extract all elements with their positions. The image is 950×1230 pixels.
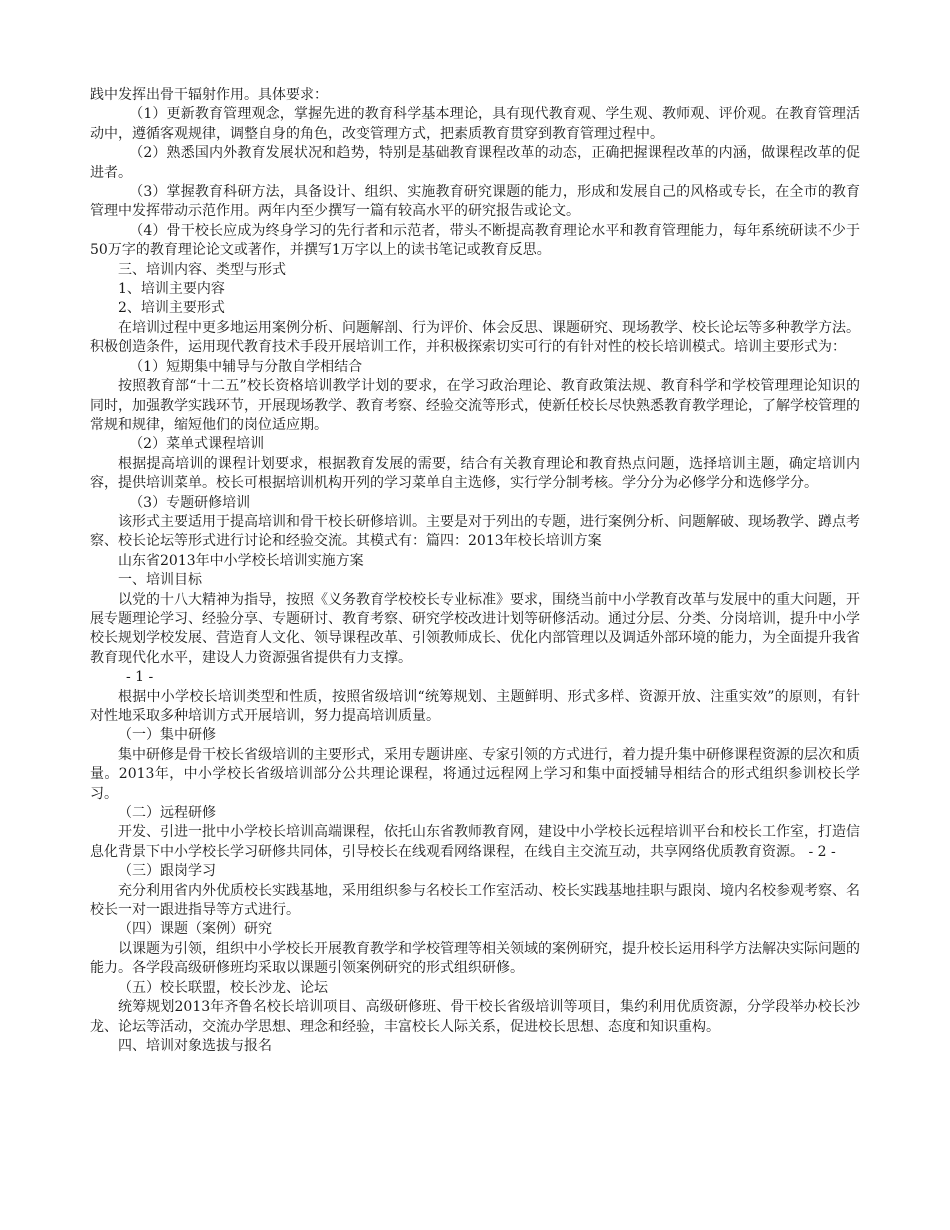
paragraph: 集中研修是骨干校长省级培训的主要形式，采用专题讲座、专家引领的方式进行，着力提升集中研修课程资源的层次和质量。2013年，中小学校长省级培训部分公共理论课程，将通过远程网上学习和集中面授辅导相结合的形式组织参训校长学习。 — [90, 746, 860, 802]
subsection-heading: 1、培训主要内容 — [118, 281, 225, 298]
paragraph: 践中发挥出骨干辐射作用。具体要求： — [90, 87, 328, 103]
item-heading: （五）校长联盟，校长沙龙、论坛 — [118, 979, 328, 996]
section-heading: 一、培训目标 — [118, 572, 202, 589]
item-heading: （二）远程研修 — [118, 805, 216, 822]
paragraph: （4）骨干校长应成为终身学习的先行者和示范者，带头不断提高教育理论水平和教育管理能力，每年系统研读不少于50万字的教育理论论文或著作，并撰写1万字以上的读书笔记或教育反思。 — [90, 222, 860, 259]
paragraph: 以党的十八大精神为指导，按照《义务教育学校校长专业标准》要求，围绕当前中小学教育改革与发展中的重大问题，开展专题理论学习、经验分享、专题研讨、教育考察、研究学校改进计划等研修活动。通过分层、分类、分岗培训，提升中小学校长规划学校发展、营造育人文化、领导课程改革、引领教师成长、优化内部管理以及调适外部环境的能力，为全面提升我省教育现代化水平，建设人力资源强省提供有力支撑。 — [90, 591, 860, 666]
paragraph: 开发、引进一批中小学校长培训高端课程，依托山东省教师教育网，建设中小学校长远程培训平台和校长工作室，打造信息化背景下中小学校长学习研修共同体，引导校长在线观看网络课程，在线自主交流互动，共享网络优质教育资源。 - 2 - — [90, 824, 860, 860]
document-title: 山东省2013年中小学校长培训实施方案 — [118, 552, 364, 569]
section-heading: 四、培训对象选拔与报名 — [118, 1037, 272, 1054]
paragraph: 根据中小学校长培训类型和性质，按照省级培训“统筹规划、主题鲜明、形式多样、资源开放、注重实效”的原则，有针对性地采取多种培训方式开展培训，努力提高培训质量。 — [90, 688, 860, 724]
paragraph: （1）更新教育管理观念，掌握先进的教育科学基本理论，具有现代教育观、学生观、教师观、评价观。在教育管理活动中，遵循客观规律，调整自身的角色，改变管理方式，把素质教育贯穿到教育管理过程中。 — [90, 106, 860, 142]
item-heading: （3）专题研修培训 — [129, 494, 251, 511]
item-heading: （2）菜单式课程培训 — [129, 436, 265, 453]
paragraph: （3）掌握教育科研方法，具备设计、组织、实施教育研究课题的能力，形成和发展自己的风格或专长，在全市的教育管理中发挥带动示范作用。两年内至少撰写一篇有较高水平的研究报告或论文。 — [90, 184, 860, 220]
paragraph: 根据提高培训的课程计划要求，根据教育发展的需要，结合有关教育理论和教育热点问题，选择培训主题，确定培训内容，提供培训菜单。校长可根据培训机构开列的学习菜单自主选修，实行学分制考核。学分分为必修学分和选修学分。 — [90, 455, 860, 492]
paragraph: 按照教育部“十二五”校长资格培训教学计划的要求，在学习政治理论、教育政策法规、教育科学和学校管理理论知识的同时，加强教学实践环节，开展现场教学、教育考察、经验交流等形式，使新任校长尽快熟悉教育教学理论，了解学校管理的常规和规律，缩短他们的岗位适应期。 — [90, 378, 860, 433]
item-heading: （三）跟岗学习 — [118, 863, 216, 880]
document-body — [90, 86, 860, 1056]
paragraph: 充分利用省内外优质校长实践基地，采用组织参与名校长工作室活动、校长实践基地挂职与跟岗、境内名校参观考察、名校长一对一跟进指导等方式进行。 — [90, 882, 860, 919]
paragraph: 该形式主要适用于提高培训和骨干校长研修培训。主要是对于列出的专题，进行案例分析、问题解破、现场教学、蹲点考察、校长论坛等形式进行讨论和经验交流。其模式有：篇四：2013年校长培训方案 — [90, 513, 860, 550]
item-heading: （1）短期集中辅导与分散自学相结合 — [129, 358, 363, 375]
page-number: - 1 - — [126, 669, 154, 686]
section-heading: 三、培训内容、类型与形式 — [118, 261, 286, 278]
paragraph: （2）熟悉国内外教育发展状况和趋势，特别是基础教育课程改革的动态，正确把握课程改革的内涵，做课程改革的促进者。 — [90, 145, 860, 181]
item-heading: （一）集中研修 — [118, 727, 216, 744]
paragraph: 统筹规划2013年齐鲁名校长培训项目、高级研修班、骨干校长省级培训等项目，集约利用优质资源，分学段举办校长沙龙、论坛等活动，交流办学思想、理念和经验，丰富校长人际关系，促进校长思想、态度和知识重构。 — [90, 999, 860, 1035]
paragraph: 以课题为引领，组织中小学校长开展教育教学和学校管理等相关领域的案例研究，提升校长运用科学方法解决实际问题的能力。各学段高级研修班均采取以课题引领案例研究的形式组织研修。 — [90, 940, 860, 977]
paragraph: 在培训过程中更多地运用案例分析、问题解剖、行为评价、体会反思、课题研究、现场教学、校长论坛等多种教学方法。积极创造条件，运用现代教育技术手段开展培训工作，并积极探索切实可行的有针对性的校长培训模式。培训主要形式为： — [90, 319, 860, 356]
subsection-heading: 2、培训主要形式 — [118, 300, 225, 317]
item-heading: （四）课题（案例）研究 — [118, 921, 272, 938]
